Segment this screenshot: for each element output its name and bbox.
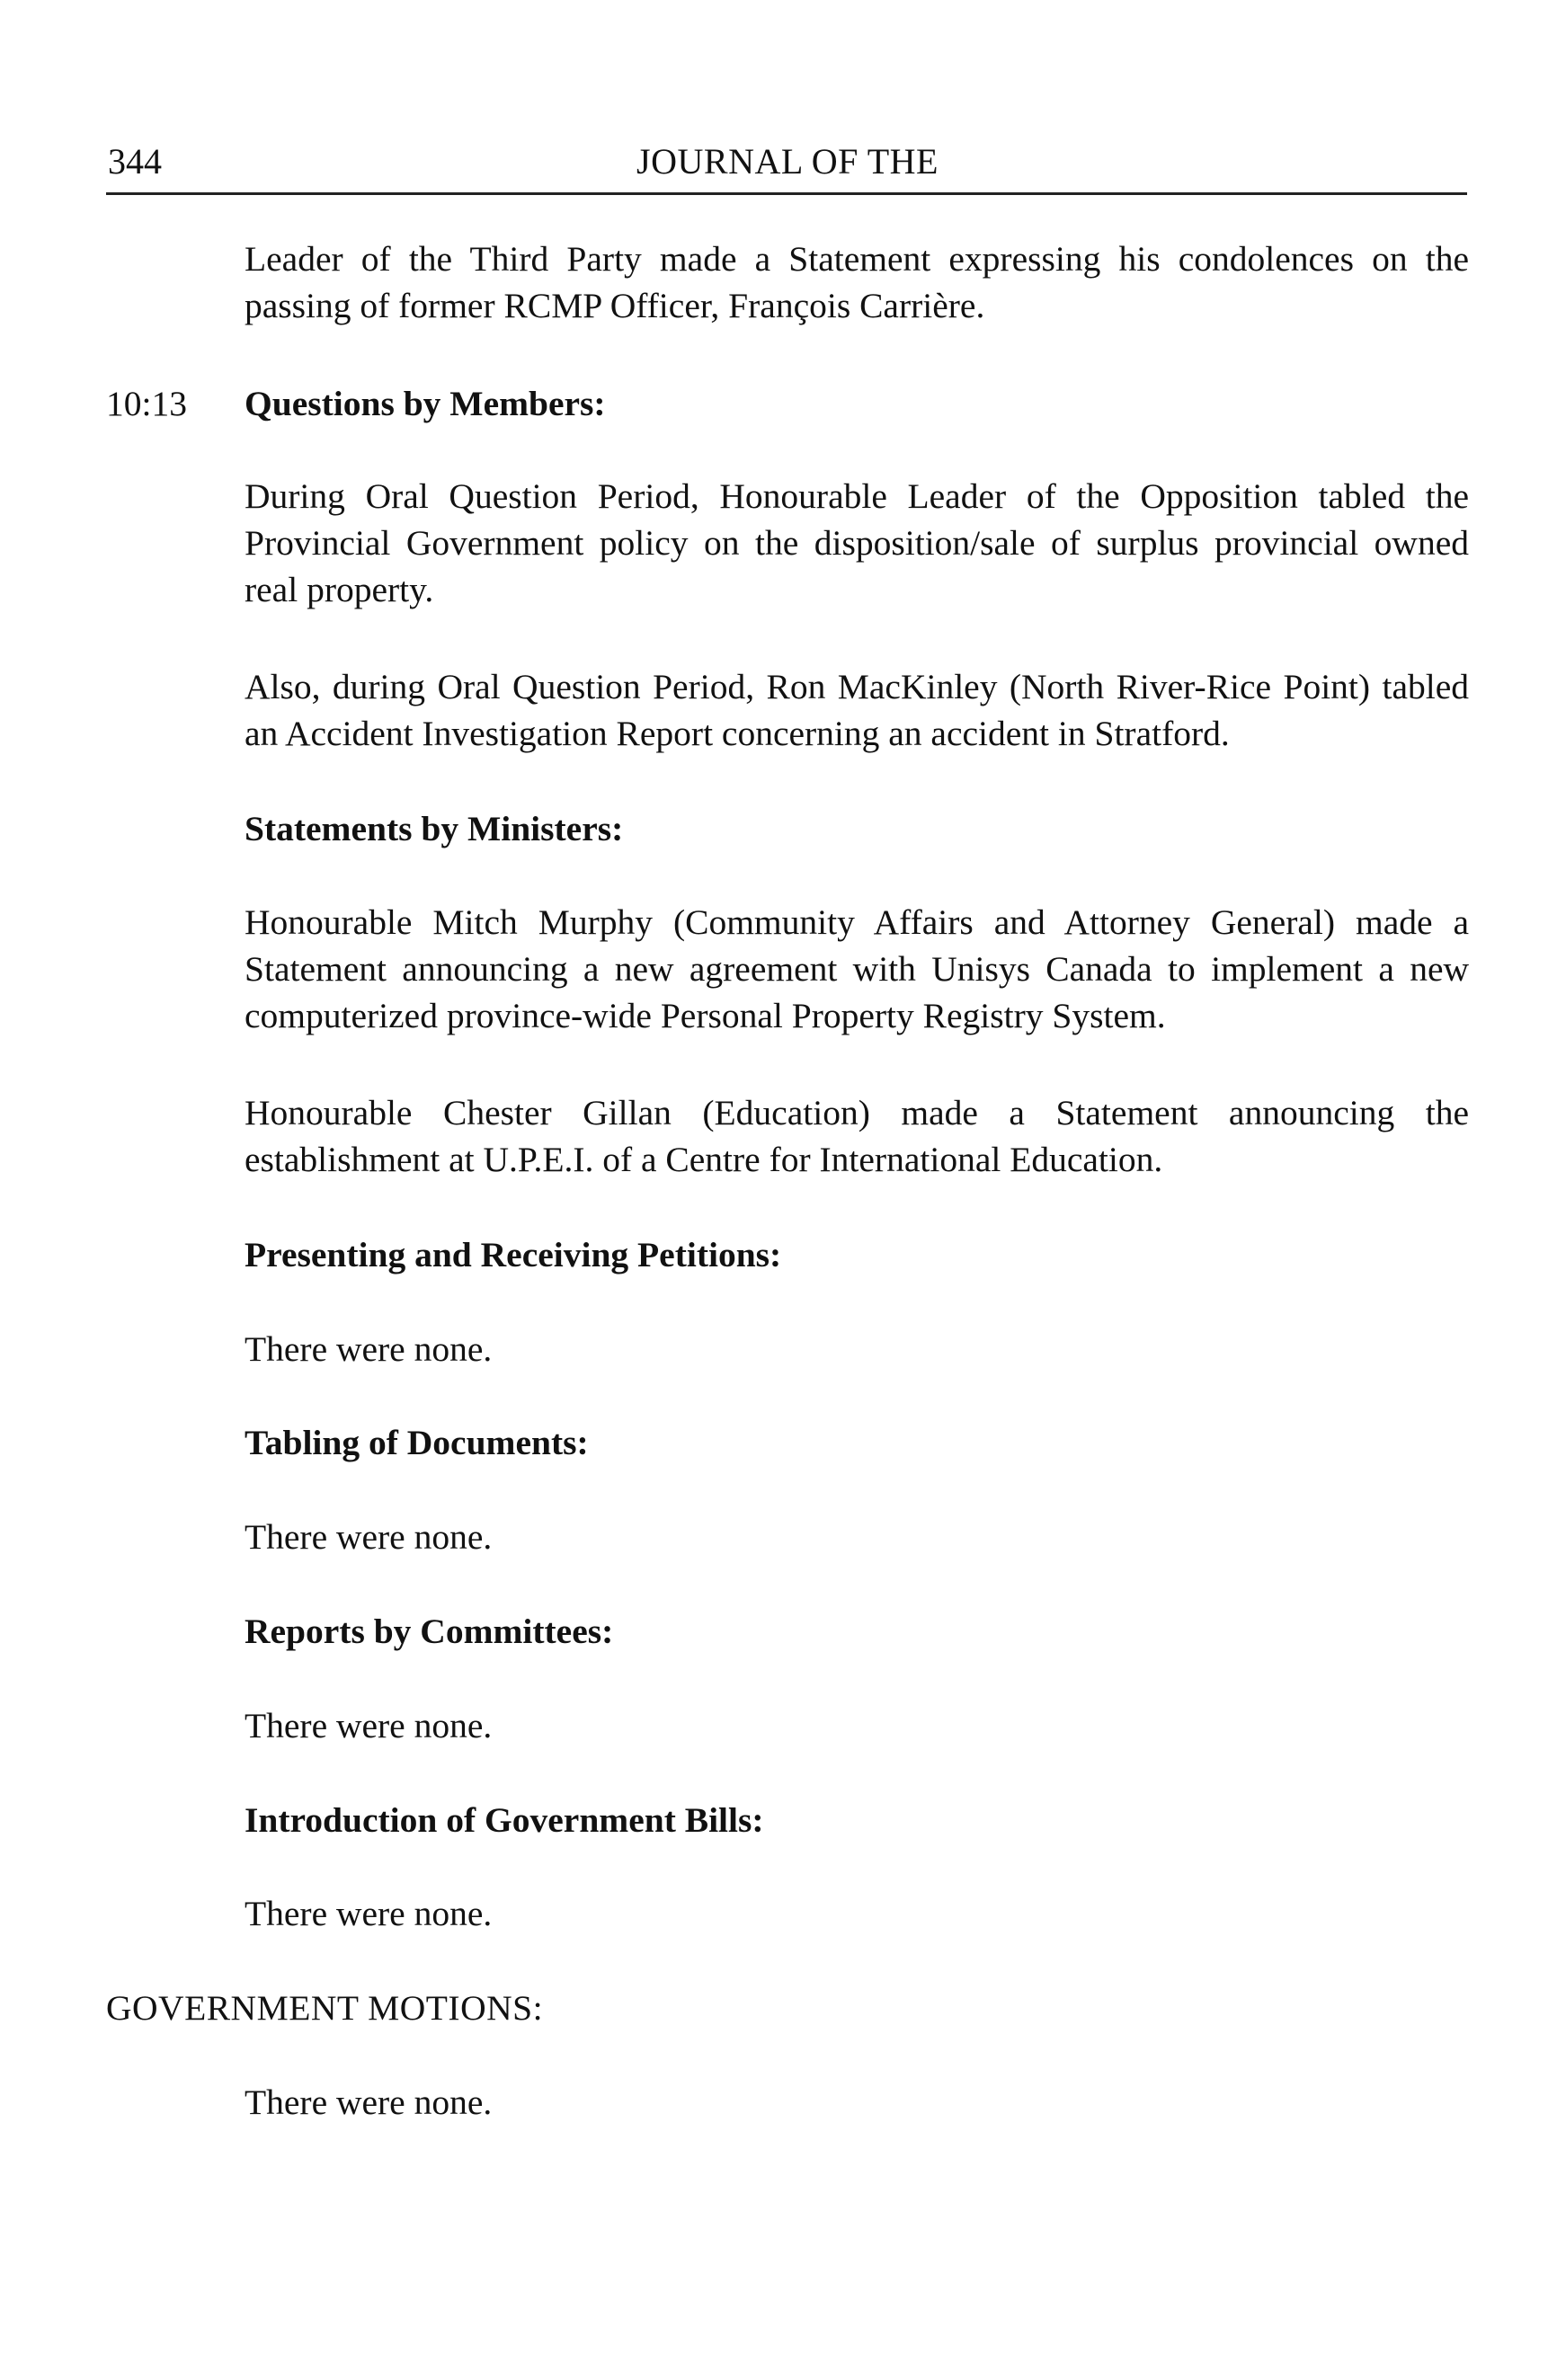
- tabling-heading: Tabling of Documents:: [245, 1423, 589, 1462]
- government-motions-heading: GOVERNMENT MOTIONS:: [106, 1988, 544, 2028]
- header-rule: [106, 192, 1467, 195]
- statements-paragraph-1: Honourable Mitch Murphy (Community Affairs and Attorney General) made a Statement announcing a new agreement with Unisys Canada to implement a new computerized province-wide Personal Property Registry System.: [245, 902, 1469, 1035]
- intro-paragraph: Leader of the Third Party made a Statement expressing his condolences on the passing of former RCMP Officer, François Carrière.: [245, 239, 1469, 325]
- page-number: 344: [108, 141, 162, 182]
- journal-title: JOURNAL OF THE: [636, 141, 939, 182]
- time-stamp: 10:13: [106, 384, 187, 423]
- tabling-text: There were none.: [245, 1517, 493, 1557]
- running-header: [108, 135, 1467, 189]
- questions-paragraph-1: During Oral Question Period, Honourable Leader of the Opposition tabled the Provincial Government policy on the disposition/sale of surplus provincial owned real property.: [245, 476, 1469, 609]
- motions-text: There were none.: [245, 2082, 493, 2122]
- committees-heading: Reports by Committees:: [245, 1612, 614, 1651]
- statements-heading: Statements by Ministers:: [245, 809, 624, 848]
- petitions-text: There were none.: [245, 1329, 493, 1369]
- bills-heading: Introduction of Government Bills:: [245, 1800, 764, 1840]
- questions-heading: Questions by Members:: [245, 384, 606, 423]
- questions-paragraph-2: Also, during Oral Question Period, Ron MacKinley (North River-Rice Point) tabled an Accident Investigation Report concerning an accident in Stratford.: [245, 667, 1469, 753]
- petitions-heading: Presenting and Receiving Petitions:: [245, 1235, 782, 1274]
- statements-paragraph-2: Honourable Chester Gillan (Education) made a Statement announcing the establishment at U.P.E.I. of a Centre for International Education.: [245, 1093, 1469, 1179]
- bills-text: There were none.: [245, 1894, 493, 1933]
- committees-text: There were none.: [245, 1706, 493, 1745]
